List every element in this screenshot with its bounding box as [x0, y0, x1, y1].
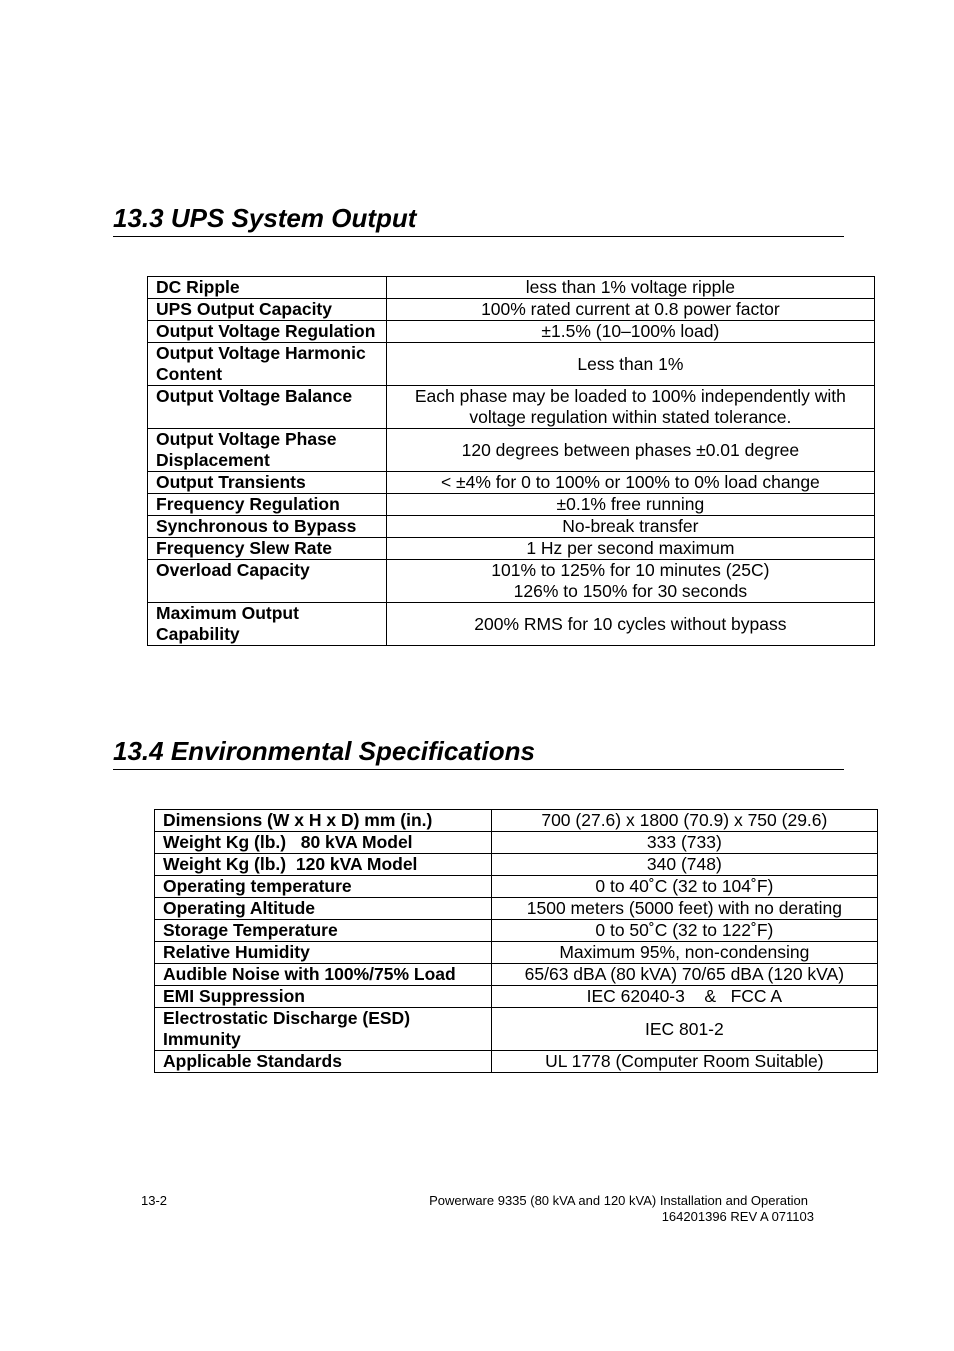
table-row — [155, 1051, 878, 1073]
spec-value: 200% RMS for 10 cycles without bypass — [386, 603, 874, 646]
spec-label: Output Voltage Harmonic Content — [148, 343, 387, 386]
table-row — [148, 516, 875, 538]
spec-label: Output Transients — [148, 472, 387, 494]
spec-value: 0 to 50˚C (32 to 122˚F) — [491, 920, 877, 942]
spec-value: IEC 62040-3 & FCC A — [491, 986, 877, 1008]
table-row — [155, 964, 878, 986]
spec-value: less than 1% voltage ripple — [386, 277, 874, 299]
spec-value: 100% rated current at 0.8 power factor — [386, 299, 874, 321]
spec-value: 0 to 40˚C (32 to 104˚F) — [491, 876, 877, 898]
table-row — [148, 386, 875, 429]
section-output-rule — [113, 236, 844, 237]
table-row — [148, 277, 875, 299]
section-output-title: 13.3 UPS System Output — [113, 203, 417, 233]
spec-label: Maximum Output Capability — [148, 603, 387, 646]
spec-label: Overload Capacity — [148, 560, 387, 603]
table-row — [148, 494, 875, 516]
spec-value-line: 101% to 125% for 10 minutes (25C) — [491, 560, 770, 580]
spec-label: Applicable Standards — [155, 1051, 492, 1073]
spec-value: 120 degrees between phases ±0.01 degree — [386, 429, 874, 472]
spec-value: No-break transfer — [386, 516, 874, 538]
spec-value: 1500 meters (5000 feet) with no derating — [491, 898, 877, 920]
table-row — [148, 472, 875, 494]
table-row — [155, 942, 878, 964]
spec-value: ±1.5% (10–100% load) — [386, 321, 874, 343]
table-row — [155, 810, 878, 832]
spec-value: 1 Hz per second maximum — [386, 538, 874, 560]
spec-label: Synchronous to Bypass — [148, 516, 387, 538]
spec-value — [386, 560, 874, 603]
table-row — [155, 832, 878, 854]
section-env-title: 13.4 Environmental Specifications — [113, 736, 535, 766]
spec-label: Frequency Regulation — [148, 494, 387, 516]
spec-value: 700 (27.6) x 1800 (70.9) x 750 (29.6) — [491, 810, 877, 832]
spec-label: Output Voltage Regulation — [148, 321, 387, 343]
spec-label: Frequency Slew Rate — [148, 538, 387, 560]
env-spec-table — [154, 809, 878, 1073]
output-spec-table — [147, 276, 875, 646]
table-row — [148, 299, 875, 321]
spec-value: ±0.1% free running — [386, 494, 874, 516]
footer-doc-id: 164201396 REV A 071103 — [661, 1209, 814, 1224]
spec-label: Dimensions (W x H x D) mm (in.) — [155, 810, 492, 832]
table-row — [148, 321, 875, 343]
spec-label: Relative Humidity — [155, 942, 492, 964]
spec-label: Electrostatic Discharge (ESD) Immunity — [155, 1008, 492, 1051]
spec-label: Weight Kg (lb.) 120 kVA Model — [155, 854, 492, 876]
table-row — [148, 538, 875, 560]
spec-value: Each phase may be loaded to 100% independently with voltage regulation within stated tolerance. — [386, 386, 874, 429]
section-env-rule — [113, 769, 844, 770]
spec-label: Audible Noise with 100%/75% Load — [155, 964, 492, 986]
spec-label: EMI Suppression — [155, 986, 492, 1008]
table-row — [155, 1008, 878, 1051]
spec-label: Output Voltage Phase Displacement — [148, 429, 387, 472]
spec-value-line: 126% to 150% for 30 seconds — [513, 581, 748, 601]
table-row — [148, 429, 875, 472]
footer-doc-title: Powerware 9335 (80 kVA and 120 kVA) Installation and Operation — [429, 1193, 808, 1208]
spec-value: 340 (748) — [491, 854, 877, 876]
spec-label: Weight Kg (lb.) 80 kVA Model — [155, 832, 492, 854]
footer-page-number: 13-2 — [141, 1193, 168, 1208]
table-row — [148, 560, 875, 603]
table-row — [148, 343, 875, 386]
spec-value: Less than 1% — [386, 343, 874, 386]
spec-value: UL 1778 (Computer Room Suitable) — [491, 1051, 877, 1073]
spec-label: Output Voltage Balance — [148, 386, 387, 429]
table-row — [148, 603, 875, 646]
spec-value: 65/63 dBA (80 kVA) 70/65 dBA (120 kVA) — [491, 964, 877, 986]
table-row — [155, 986, 878, 1008]
table-row — [155, 854, 878, 876]
spec-label: Operating temperature — [155, 876, 492, 898]
spec-label: Storage Temperature — [155, 920, 492, 942]
spec-label: UPS Output Capacity — [148, 299, 387, 321]
table-row — [155, 876, 878, 898]
spec-value: 333 (733) — [491, 832, 877, 854]
spec-value: IEC 801-2 — [491, 1008, 877, 1051]
spec-value: < ±4% for 0 to 100% or 100% to 0% load change — [386, 472, 874, 494]
spec-value: Maximum 95%, non-condensing — [491, 942, 877, 964]
spec-label: Operating Altitude — [155, 898, 492, 920]
table-row — [155, 920, 878, 942]
table-row — [155, 898, 878, 920]
spec-label: DC Ripple — [148, 277, 387, 299]
